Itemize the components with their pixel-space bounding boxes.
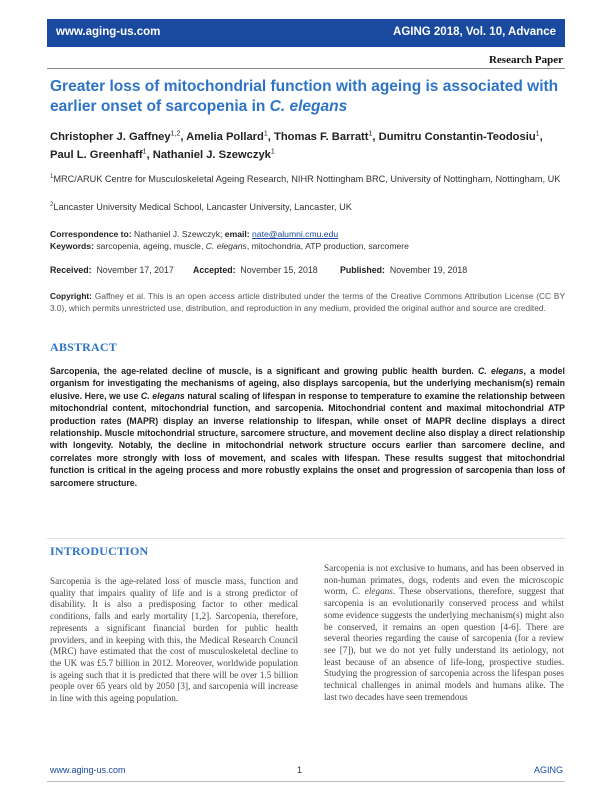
copyright-text: Gaffney et al. This is an open access article distributed under the terms of the Creative Commons Attribution License (CC BY 3.0), which permits unrestricted use, distribution, and reproduction in any medium, provided the original author and source are credited. xyxy=(50,291,566,314)
author-name: Nathaniel J. Szewczyk xyxy=(152,149,271,161)
keywords-before: sarcopenia, ageing, muscle, xyxy=(96,241,206,251)
affiliation-text: MRC/ARUK Centre for Musculoskeletal Ageing Research, NIHR Nottingham BRC, University of Nottingham, Nottingham, UK xyxy=(53,174,561,184)
introduction-heading: INTRODUCTION xyxy=(50,544,149,558)
intro-paragraph: Sarcopenia is the age-related loss of muscle mass, function and quality that impairs quality of life and is a strong predictor of disability. It is also a predisposing factor to other medical conditions, falls and early mortality [1,2]. Sarcopenia, therefore, represents a significant financial burden for public health providers, and in keeping with this, the Medical Research Council (MRC) have estimated that the cost of musculoskeletal decline to the UK was £5.7 billion in 2012. Moreover, worldwide population is ageing such that it is predicted that there will be over 1.5 billion people over 65 years old by 2050 [3], and sarcopenia will increase in line with this ageing population. xyxy=(50,576,298,704)
affiliation-1 xyxy=(50,173,565,186)
author-affil: 1 xyxy=(142,148,147,156)
affiliation-2 xyxy=(50,201,565,214)
paper-type-label: Research Paper xyxy=(488,54,563,66)
published-label: Published: xyxy=(340,265,385,275)
journal-header-bar xyxy=(47,19,565,47)
footer-page-number: 1 xyxy=(297,765,303,775)
author-sep: , xyxy=(267,131,274,143)
received-date xyxy=(50,265,174,275)
intro-column-left xyxy=(50,576,298,705)
title-main: Greater loss of mitochondrial function with ageing is associated with earlier onset of sarcopenia in xyxy=(50,78,559,115)
affiliation-text: Lancaster University Medical School, Lancaster University, Lancaster, UK xyxy=(53,202,352,212)
intro-divider xyxy=(47,538,565,539)
abstract-species: C. elegans xyxy=(478,366,524,376)
author-sep: , xyxy=(539,131,543,143)
intro-column-right xyxy=(324,563,564,703)
abstract-species: C. elegans xyxy=(140,390,185,401)
author-affil: 1 xyxy=(270,148,275,156)
header-divider xyxy=(47,68,565,69)
author-sep: , xyxy=(180,131,187,143)
footer-journal-name: AGING xyxy=(533,765,563,775)
copyright-notice xyxy=(50,290,565,315)
keywords-label: Keywords: xyxy=(50,241,94,251)
author-name: Christopher J. Gaffney xyxy=(50,131,171,143)
author-name: Thomas F. Barratt xyxy=(274,131,369,143)
affiliation-number: 1 xyxy=(50,173,54,180)
correspondence-label: Correspondence to: xyxy=(50,229,132,239)
author-sep: , xyxy=(372,131,379,143)
author-sep: , xyxy=(146,149,153,161)
correspondence-name: Nathaniel J. Szewczyk; xyxy=(134,229,223,239)
email-label: email: xyxy=(224,229,250,239)
header-website-link[interactable]: www.aging-us.com xyxy=(56,26,161,38)
author-list xyxy=(50,128,565,164)
author-name: Paul L. Greenhaff xyxy=(50,149,143,161)
author-affil: 1 xyxy=(535,130,540,138)
author-affil: 1,2 xyxy=(170,130,181,138)
abstract-body xyxy=(50,365,565,489)
intro-paragraph: Sarcopenia is not exclusive to humans, and has been observed in non-human primates, dogs, rodents and even the microscopic worm, xyxy=(324,563,564,597)
author-name: Dumitru Constantin-Teodosiu xyxy=(378,131,536,143)
received-label: Received: xyxy=(50,265,92,275)
author-name: Amelia Pollard xyxy=(186,131,264,143)
footer-website-link[interactable]: www.aging-us.com xyxy=(50,765,126,775)
title-species: C. elegans xyxy=(269,98,348,115)
correspondence-email-link[interactable]: nate@alumni.cmu.edu xyxy=(252,229,339,239)
keywords-line xyxy=(50,240,565,253)
received-value: November 17, 2017 xyxy=(96,265,174,275)
abstract-part: Sarcopenia, the age-related decline of muscle, is a significant and growing public health burden. xyxy=(50,366,479,376)
footer-divider xyxy=(47,781,565,782)
accepted-value: November 15, 2018 xyxy=(240,265,318,275)
header-journal-volume: AGING 2018, Vol. 10, Advance xyxy=(393,26,556,38)
keywords-after: , mitochondria, ATP production, sarcomere xyxy=(246,241,409,251)
abstract-part: , a model organism for investigating the mechanisms of ageing, also displays sarcopenia, but the underlying mechanism(s) remain elusive. Here, we use xyxy=(50,366,565,401)
abstract-part: natural scaling of lifespan in response to temperature to examine the relationship between mitochondrial content, mitochondrial function, and sarcopenia. Mitochondrial content and maximal mitochondrial ATP production rates (MAPR) display an inverse relationship to lifespan, while onset of MAPR decline displays a direct relationship. Muscle mitochondrial structure, sarcomere structure, and movement decline also display a direct relationship with longevity. Notably, the decline in mitochondrial network structure occurs earlier than sarcomere decline, and correlates more strongly with loss of movement, and scales with lifespan. These results suggest that mitochondrial function is critical in the ageing process and more robustly explains the onset and progression of sarcopenia than loss of sarcomere structure. xyxy=(50,390,565,488)
author-affil: 1 xyxy=(368,130,373,138)
published-value: November 19, 2018 xyxy=(389,265,468,275)
copyright-label: Copyright: xyxy=(50,291,92,301)
published-date xyxy=(340,265,467,275)
paper-title xyxy=(50,77,565,117)
accepted-date xyxy=(193,265,318,275)
intro-paragraph: . These observations, therefore, suggest that sarcopenia is an evolutionarily conserved process and whilst some evidence suggests the underlying mechanism(s) might also be conserved, it remains an open question [4-6]. There are several theories regarding the cause of sarcopenia (for a review see [7]), but we do not yet fully understand its aetiology, not least because of an absence of life-long, prospective studies. Studying the progression of sarcopenia across the lifespan poses technical challenges in animal models and humans alike. The last two decades have seen tremendous xyxy=(324,586,565,702)
accepted-label: Accepted: xyxy=(193,265,236,275)
author-affil: 1 xyxy=(263,130,268,138)
affiliation-number: 2 xyxy=(50,201,54,208)
intro-species: C. elegans xyxy=(352,586,393,597)
keywords-italic: C. elegans xyxy=(205,241,247,251)
abstract-heading: ABSTRACT xyxy=(50,340,117,354)
